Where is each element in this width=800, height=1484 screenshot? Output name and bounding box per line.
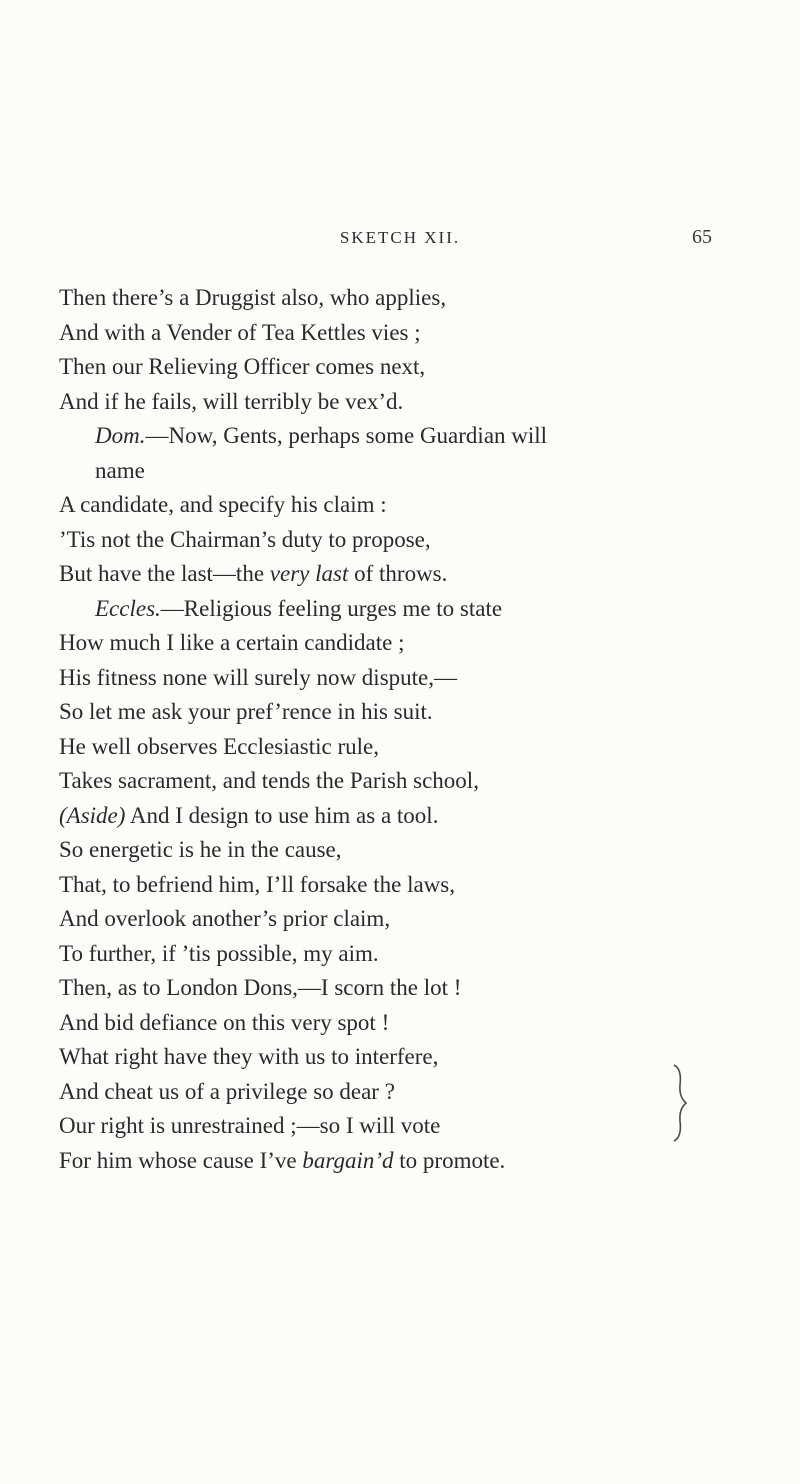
speaker-name: Eccles. xyxy=(95,595,161,621)
line-text: A candidate, and specify his claim : xyxy=(59,492,387,517)
line-text: But have the last—the xyxy=(59,561,270,586)
line-text: ’Tis not the Chairman’s duty to propose, xyxy=(59,526,431,552)
running-head: SKETCH XII. xyxy=(339,228,461,247)
verse-line xyxy=(59,1006,759,1041)
verse-line xyxy=(59,281,759,316)
line-text: And cheat us of a privilege so dear ? xyxy=(59,1078,395,1104)
line-text: And with a Vender of Tea Kettles vies ; xyxy=(59,319,421,345)
line-text: How much I like a certain candidate ; xyxy=(59,630,405,655)
line-text: And I design to use him as a tool. xyxy=(125,802,439,828)
verse-line xyxy=(59,661,759,696)
line-text: to promote. xyxy=(393,1147,506,1173)
verse-line xyxy=(59,833,759,868)
line-text: Then there’s a Druggist also, who applies, xyxy=(59,285,447,310)
line-text: —Religious feeling urges me to state xyxy=(160,595,503,621)
emphasis-text: bargain’d xyxy=(302,1147,394,1173)
page-header xyxy=(0,228,800,252)
line-text: And bid defiance on this very spot ! xyxy=(59,1009,390,1035)
line-text: —Now, Gents, perhaps some Guardian will xyxy=(145,423,548,448)
line-text: Then our Relieving Officer comes next, xyxy=(59,354,426,379)
line-text: That, to befriend him, I’ll forsake the laws, xyxy=(59,871,455,897)
line-text: And overlook another’s prior claim, xyxy=(59,906,391,931)
verse-line xyxy=(59,1040,759,1075)
verse-line xyxy=(59,937,759,972)
line-text: He well observes Ecclesiastic rule, xyxy=(59,733,379,759)
verse-line xyxy=(59,695,759,730)
verse-line xyxy=(59,1075,759,1110)
line-text: Then, as to London Dons,—I scorn the lot ! xyxy=(59,975,462,1000)
triplet-brace xyxy=(670,1063,690,1143)
line-text: His fitness none will surely now dispute,— xyxy=(59,664,457,690)
line-text: And if he fails, will terribly be vex’d. xyxy=(59,388,404,414)
stage-direction: (Aside) xyxy=(59,802,126,828)
line-text: Takes sacrament, and tends the Parish school, xyxy=(59,768,479,793)
line-text: So let me ask your pref’rence in his suit. xyxy=(59,699,433,724)
page-number: 65 xyxy=(692,226,712,248)
verse-line xyxy=(59,1144,759,1179)
verse-line xyxy=(59,488,759,523)
verse-line xyxy=(59,902,759,937)
line-text: What right have they with us to interfere, xyxy=(59,1044,439,1069)
verse-line xyxy=(59,764,759,799)
verse-line xyxy=(59,350,759,385)
line-text: of throws. xyxy=(348,561,448,586)
line-text: name xyxy=(95,457,145,483)
verse-line xyxy=(59,971,759,1006)
verse-line xyxy=(59,592,759,627)
verse-line xyxy=(59,385,759,420)
line-text: For him whose cause I’ve xyxy=(59,1147,303,1173)
verse-line xyxy=(59,419,759,454)
line-text: Our right is unrestrained ;—so I will vote xyxy=(59,1113,441,1138)
line-text: So energetic is he in the cause, xyxy=(59,837,342,862)
emphasis-text: very last xyxy=(269,561,349,586)
verse-line xyxy=(59,799,759,834)
verse-line xyxy=(59,557,759,592)
line-text: To further, if ’tis possible, my aim. xyxy=(59,940,379,966)
verse-line xyxy=(59,523,759,558)
verse-line xyxy=(59,1109,759,1144)
verse-line xyxy=(59,316,759,351)
verse-line xyxy=(59,454,759,489)
verse-line xyxy=(59,868,759,903)
verse-line xyxy=(59,626,759,661)
verse-block xyxy=(59,281,759,1178)
verse-line xyxy=(59,730,759,765)
speaker-name: Dom. xyxy=(95,423,146,448)
